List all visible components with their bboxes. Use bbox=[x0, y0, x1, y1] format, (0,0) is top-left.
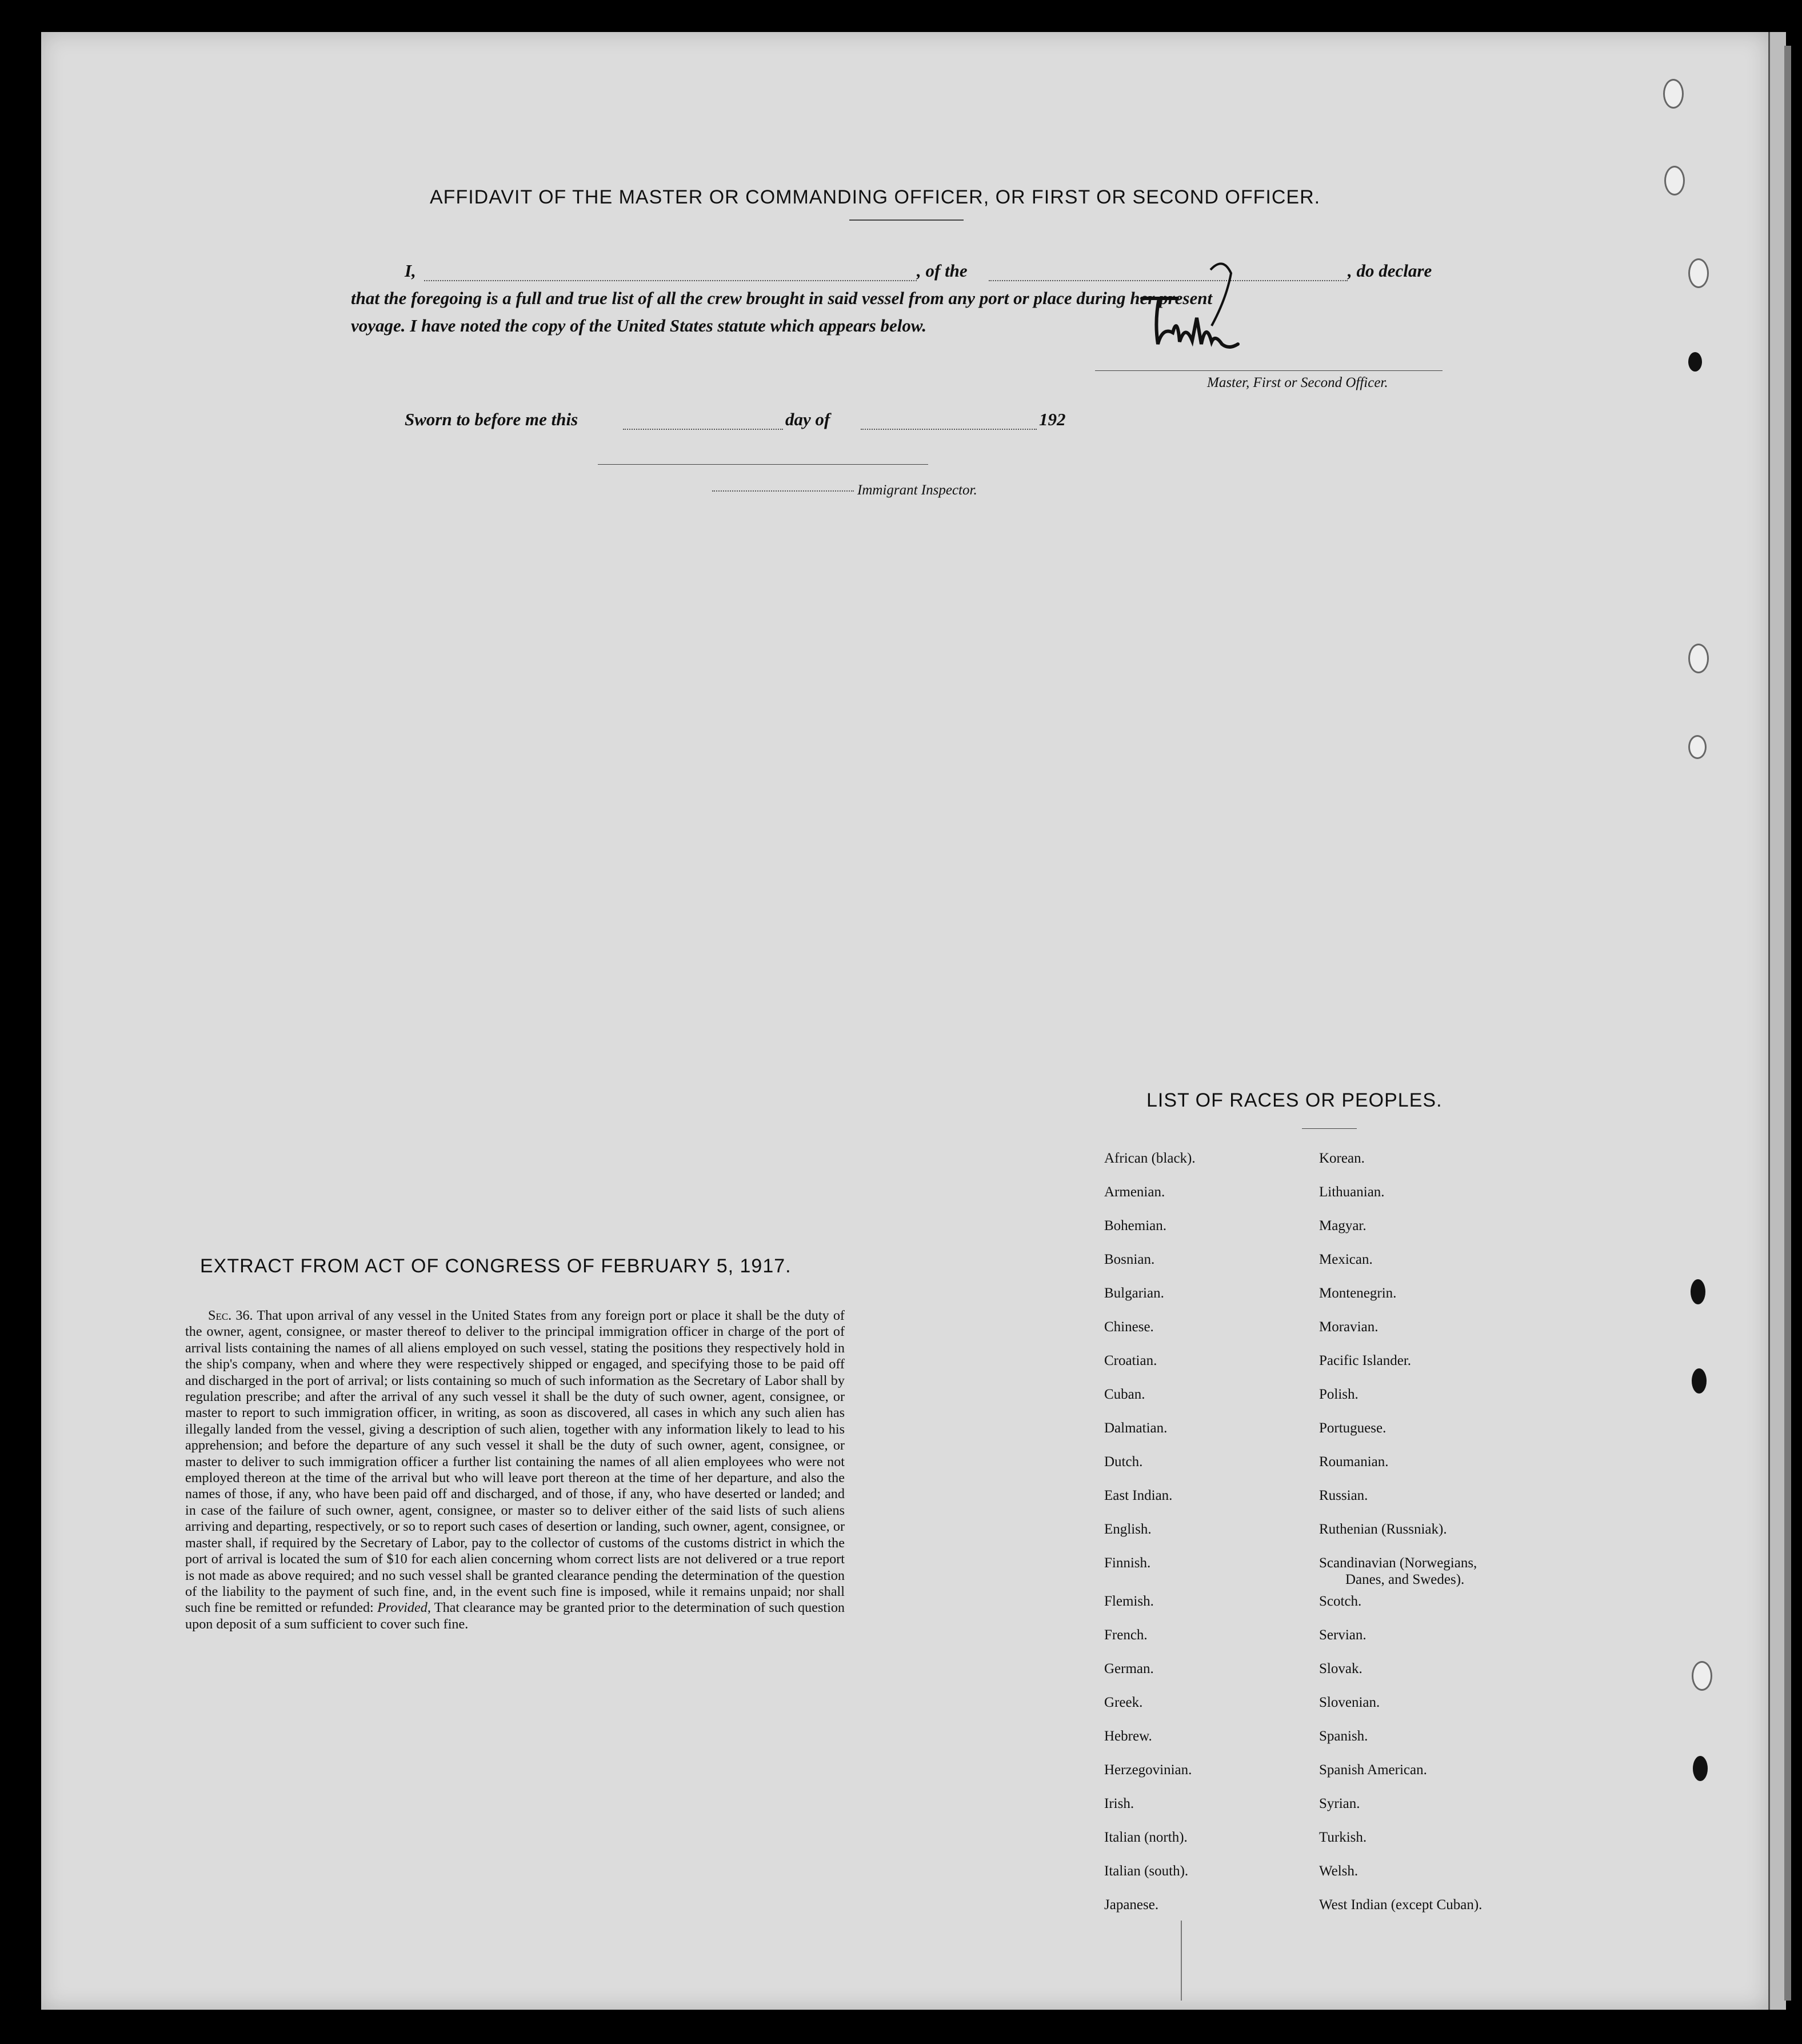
race-item: Moravian. bbox=[1319, 1319, 1379, 1335]
race-item: Lithuanian. bbox=[1319, 1184, 1385, 1200]
races-title: LIST OF RACES OR PEOPLES. bbox=[1146, 1089, 1443, 1111]
race-item: Cuban. bbox=[1104, 1387, 1145, 1402]
race-item: Greek. bbox=[1104, 1695, 1143, 1710]
race-item: Montenegrin. bbox=[1319, 1286, 1397, 1301]
sworn-day-field[interactable] bbox=[623, 429, 783, 430]
binder-hole bbox=[1693, 1756, 1708, 1781]
race-item: Welsh. bbox=[1319, 1863, 1359, 1879]
race-item: French. bbox=[1104, 1627, 1148, 1643]
race-item: Slovak. bbox=[1319, 1661, 1363, 1676]
binder-hole bbox=[1692, 1661, 1712, 1691]
race-item: Spanish. bbox=[1319, 1728, 1368, 1744]
extract-title: EXTRACT FROM ACT OF CONGRESS OF FEBRUARY 5, 1917. bbox=[200, 1255, 792, 1277]
race-item: Dalmatian. bbox=[1104, 1420, 1168, 1436]
race-item: German. bbox=[1104, 1661, 1154, 1676]
extract-body bbox=[185, 1308, 845, 1632]
binder-hole bbox=[1688, 735, 1707, 759]
binder-hole bbox=[1692, 1368, 1707, 1394]
affidavit-i-label: I, bbox=[405, 261, 416, 281]
sworn-prefix: Sworn to before me this bbox=[405, 409, 578, 429]
binder-hole bbox=[1663, 79, 1684, 109]
race-item: Roumanian. bbox=[1319, 1454, 1389, 1470]
race-item: English. bbox=[1104, 1522, 1152, 1537]
section-label: Sec. 36. bbox=[208, 1308, 253, 1323]
affidavit-do-declare: , do declare bbox=[1348, 261, 1432, 281]
signature-caption: Master, First or Second Officer. bbox=[1207, 375, 1388, 390]
race-item: Ruthenian (Russniak). bbox=[1319, 1522, 1447, 1537]
race-item: Scandinavian (Norwegians, bbox=[1319, 1555, 1477, 1571]
race-item: Dutch. bbox=[1104, 1454, 1143, 1470]
race-item: African (black). bbox=[1104, 1151, 1196, 1166]
race-item: Italian (south). bbox=[1104, 1863, 1189, 1879]
officer-signature bbox=[1137, 258, 1286, 373]
binder-hole bbox=[1688, 352, 1702, 372]
race-item: Chinese. bbox=[1104, 1319, 1154, 1335]
race-item: Bosnian. bbox=[1104, 1252, 1155, 1267]
race-item: Flemish. bbox=[1104, 1594, 1154, 1609]
race-item: Portuguese. bbox=[1319, 1420, 1387, 1436]
affidavit-of-the: , of the bbox=[917, 261, 968, 281]
inspector-name-field[interactable] bbox=[712, 490, 854, 492]
provided-label: Provided, bbox=[377, 1600, 431, 1616]
column-divider bbox=[1181, 1921, 1182, 2001]
inspector-caption: Immigrant Inspector. bbox=[857, 482, 977, 498]
race-item: West Indian (except Cuban). bbox=[1319, 1897, 1483, 1913]
inspector-signature-line bbox=[598, 464, 928, 465]
race-item: Magyar. bbox=[1319, 1218, 1367, 1233]
race-item: Turkish. bbox=[1319, 1830, 1367, 1845]
page-edge bbox=[1768, 32, 1786, 2010]
race-item: Japanese. bbox=[1104, 1897, 1159, 1913]
race-item: Scotch. bbox=[1319, 1594, 1362, 1609]
race-item: Armenian. bbox=[1104, 1184, 1165, 1200]
master-name-field[interactable] bbox=[424, 280, 917, 281]
race-item: Spanish American. bbox=[1319, 1762, 1427, 1778]
race-item: Bulgarian. bbox=[1104, 1286, 1164, 1301]
affidavit-title-rule bbox=[849, 219, 964, 221]
binder-hole bbox=[1688, 644, 1709, 673]
race-item: Syrian. bbox=[1319, 1796, 1360, 1811]
race-item: Bohemian. bbox=[1104, 1218, 1167, 1233]
signature-line bbox=[1095, 370, 1443, 371]
race-item: Finnish. bbox=[1104, 1555, 1151, 1571]
race-item: Pacific Islander. bbox=[1319, 1353, 1412, 1368]
races-title-rule bbox=[1302, 1128, 1357, 1129]
binder-hole bbox=[1691, 1279, 1705, 1304]
race-item: Polish. bbox=[1319, 1387, 1359, 1402]
race-item: Hebrew. bbox=[1104, 1728, 1152, 1744]
race-item-continued: Danes, and Swedes). bbox=[1345, 1572, 1465, 1587]
race-item: Russian. bbox=[1319, 1488, 1368, 1503]
sworn-day-of: day of bbox=[785, 409, 830, 429]
binder-hole bbox=[1664, 166, 1685, 195]
race-item: Korean. bbox=[1319, 1151, 1365, 1166]
race-item: East Indian. bbox=[1104, 1488, 1173, 1503]
sworn-month-field[interactable] bbox=[861, 429, 1037, 430]
race-item: Mexican. bbox=[1319, 1252, 1373, 1267]
extract-section-text: That upon arrival of any vessel in the United States from any foreign port or place it shall be the duty of the owner, agent, consignee, or master thereof to deliver to the principal immigration officer in charge of the port of arrival lists containing the names of all aliens employed on such vessel, stating the positions they respectively hold in the ship's company, when and where they were respectively shipped or engaged, and specifying those to be paid off and discharged in the port of arrival; or lists containing so much of such information as the Secretary of Labor shall by regulation prescribe; and after the arrival of any such vessel it shall be the duty of such owner, agent, consignee, or master to report to such immigration officer, in writing, as soon as discovered, all cases in which any such alien has illegally landed from the vessel, giving a description of such alien, together with any information likely to lead to his apprehension; and before the departure of any such vessel it shall be the duty of such owner, agent, consignee, or master to deliver to such immigration officer a further list containing the names of all alien employees who were not employed thereon at the time of the arrival but who will leave port thereon at the time of her departure, and also the names of those, if any, who have been paid off and discharged, and of those, if any, who have deserted or landed; and in case of the failure of such owner, agent, consignee, or master so to deliver either of the said lists of such aliens arriving and departing, respectively, or so to report such cases of desertion or landing, such owner, agent, consignee, or master shall, if required by the Secretary of Labor, pay to the collector of customs of the customs district in which the port of arrival is located the sum of $10 for each alien concerning whom correct lists are not delivered or a true report is not made as above required; and no such vessel shall be granted clearance pending the determination of the question of the liability to the payment of such fine, and, in the event such fine is imposed, while it remains unpaid; nor shall such fine be remitted or refunded: bbox=[185, 1308, 845, 1616]
race-item: Servian. bbox=[1319, 1627, 1367, 1643]
affidavit-body-line2: that the foregoing is a full and true list of all the crew brought in said vessel from any port or place during her present bbox=[351, 288, 1213, 308]
page-edge-shadow bbox=[1784, 46, 1791, 2001]
race-item: Herzegovinian. bbox=[1104, 1762, 1192, 1778]
sworn-year: 192 bbox=[1039, 409, 1066, 429]
affidavit-body-line3: voyage. I have noted the copy of the United States statute which appears below. bbox=[351, 316, 927, 336]
affidavit-title: AFFIDAVIT OF THE MASTER OR COMMANDING OFFICER, OR FIRST OR SECOND OFFICER. bbox=[430, 186, 1321, 208]
binder-hole bbox=[1688, 258, 1709, 288]
race-item: Slovenian. bbox=[1319, 1695, 1380, 1710]
race-item: Croatian. bbox=[1104, 1353, 1157, 1368]
race-item: Italian (north). bbox=[1104, 1830, 1188, 1845]
provided-text: That clearance may be granted prior to the determination of such question upon deposit of a sum sufficient to cover such fine. bbox=[185, 1600, 845, 1632]
race-item: Irish. bbox=[1104, 1796, 1134, 1811]
